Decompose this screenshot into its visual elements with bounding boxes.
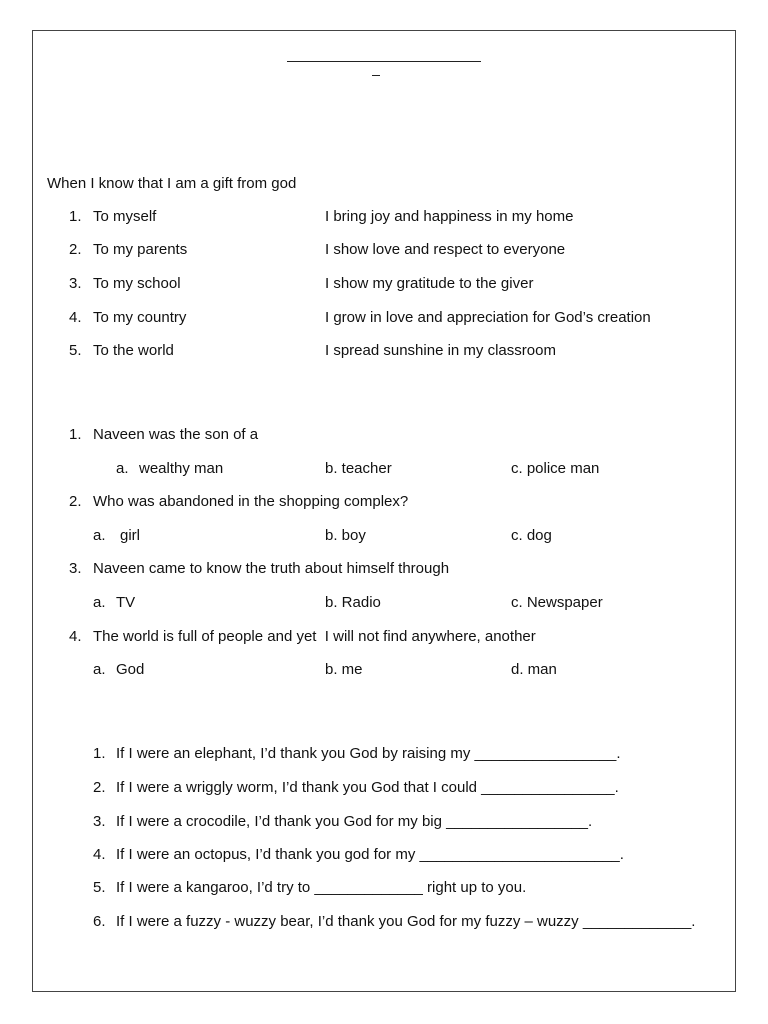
fill-item-number: 5. [93, 879, 106, 896]
fill-item-text: If I were a fuzzy - wuzzy bear, I’d thank you God for my fuzzy – wuzzy _____________. [116, 913, 696, 930]
option-text: c. Newspaper [511, 594, 603, 611]
fill-item-text: If I were an octopus, I’d thank you god for my ________________________. [116, 846, 624, 863]
match-item-number: 5. [69, 342, 82, 359]
subtitle-blank-dash [372, 75, 380, 76]
question-number: 4. [69, 628, 82, 645]
option-text: c. dog [511, 527, 552, 544]
option-letter: a. [93, 594, 106, 611]
match-right-text: I grow in love and appreciation for God’s creation [325, 309, 651, 326]
option-text: b. me [325, 661, 363, 678]
fill-item-text: If I were a kangaroo, I’d try to _____________ right up to you. [116, 879, 527, 896]
option-text: b. Radio [325, 594, 381, 611]
question-text: Naveen was the son of a [93, 426, 259, 443]
option-text: b. boy [325, 527, 366, 544]
question-text: Naveen came to know the truth about himself through [93, 560, 450, 577]
question-text: The world is full of people and yet I will not find anywhere, another [93, 628, 536, 645]
question-number: 2. [69, 493, 82, 510]
option-letter: a. [93, 527, 106, 544]
match-item-number: 4. [69, 309, 82, 326]
match-right-text: I show my gratitude to the giver [325, 275, 534, 292]
match-item-number: 1. [69, 208, 82, 225]
fill-item-text: If I were an elephant, I’d thank you God by raising my _________________. [116, 745, 621, 762]
fill-item-number: 2. [93, 779, 106, 796]
match-right-text: I show love and respect to everyone [325, 241, 566, 258]
option-text: b. teacher [325, 460, 392, 477]
question-number: 3. [69, 560, 82, 577]
option-text: girl [120, 527, 141, 544]
option-text: c. police man [511, 460, 600, 477]
match-right-text: I bring joy and happiness in my home [325, 208, 574, 225]
fill-item-number: 4. [93, 846, 106, 863]
fill-item-number: 3. [93, 813, 106, 830]
fill-item-number: 1. [93, 745, 106, 762]
fill-item-text: If I were a crocodile, I’d thank you God for my big _________________. [116, 813, 593, 830]
match-item-number: 2. [69, 241, 82, 258]
match-right-text: I spread sunshine in my classroom [325, 342, 556, 359]
match-left-text: To the world [93, 342, 174, 359]
option-text: wealthy man [139, 460, 224, 477]
title-blank-line [287, 61, 481, 62]
question-text: Who was abandoned in the shopping complex? [93, 493, 409, 510]
match-left-text: To myself [93, 208, 157, 225]
match-heading: When I know that I am a gift from god [47, 175, 297, 192]
match-left-text: To my parents [93, 241, 188, 258]
option-letter: a. [116, 460, 129, 477]
option-text: God [116, 661, 145, 678]
question-number: 1. [69, 426, 82, 443]
option-text: TV [116, 594, 136, 611]
option-letter: a. [93, 661, 106, 678]
option-text: d. man [511, 661, 557, 678]
match-left-text: To my school [93, 275, 181, 292]
fill-item-text: If I were a wriggly worm, I’d thank you God that I could ________________. [116, 779, 619, 796]
match-item-number: 3. [69, 275, 82, 292]
fill-item-number: 6. [93, 913, 106, 930]
match-left-text: To my country [93, 309, 187, 326]
